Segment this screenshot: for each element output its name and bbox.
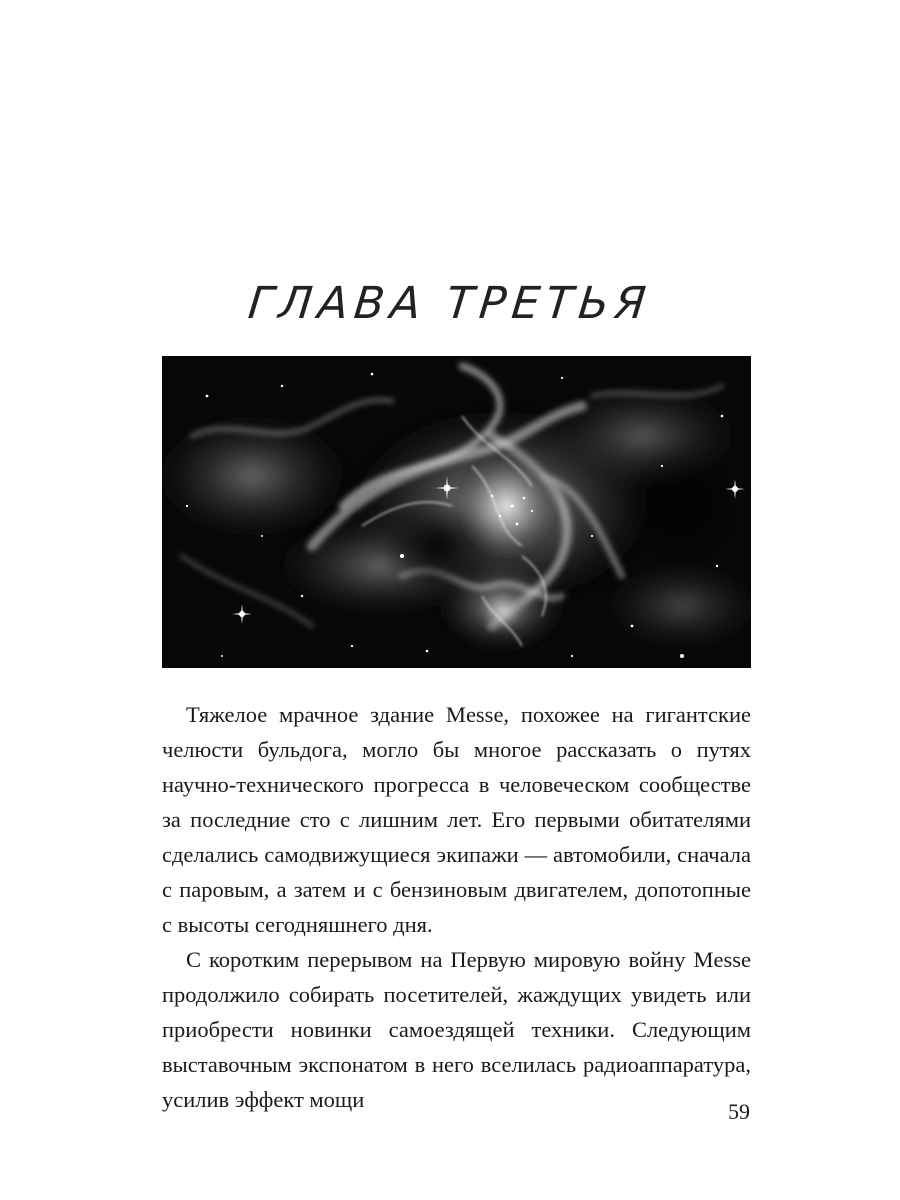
body-text <box>162 697 751 1117</box>
nebula-image <box>162 356 751 668</box>
paragraph: С коротким перерывом на Первую мировую войну Messe продолжило собирать посетителей, жаждущих увидеть или приобрести новинки самоездящей техники. Следующим выставочным экспонатом в него вселилась радиоаппаратура, усилив эффект мощи <box>162 947 751 1112</box>
page-number: 59 <box>728 1099 750 1124</box>
paragraph: Тяжелое мрачное здание Messe, похожее на гигантские челюсти бульдога, могло бы многое рассказать о путях научно-технического прогресса в человеческом сообществе за последние сто с лишним лет. Его первыми обитателями сделались самодвижущиеся экипажи — автомобили, сначала с паровым, а затем и с бензиновым двигателем, допотопные с высоты сегодняшнего дня. <box>162 702 751 937</box>
chapter-title: ГЛАВА ТРЕТЬЯ <box>245 278 655 329</box>
